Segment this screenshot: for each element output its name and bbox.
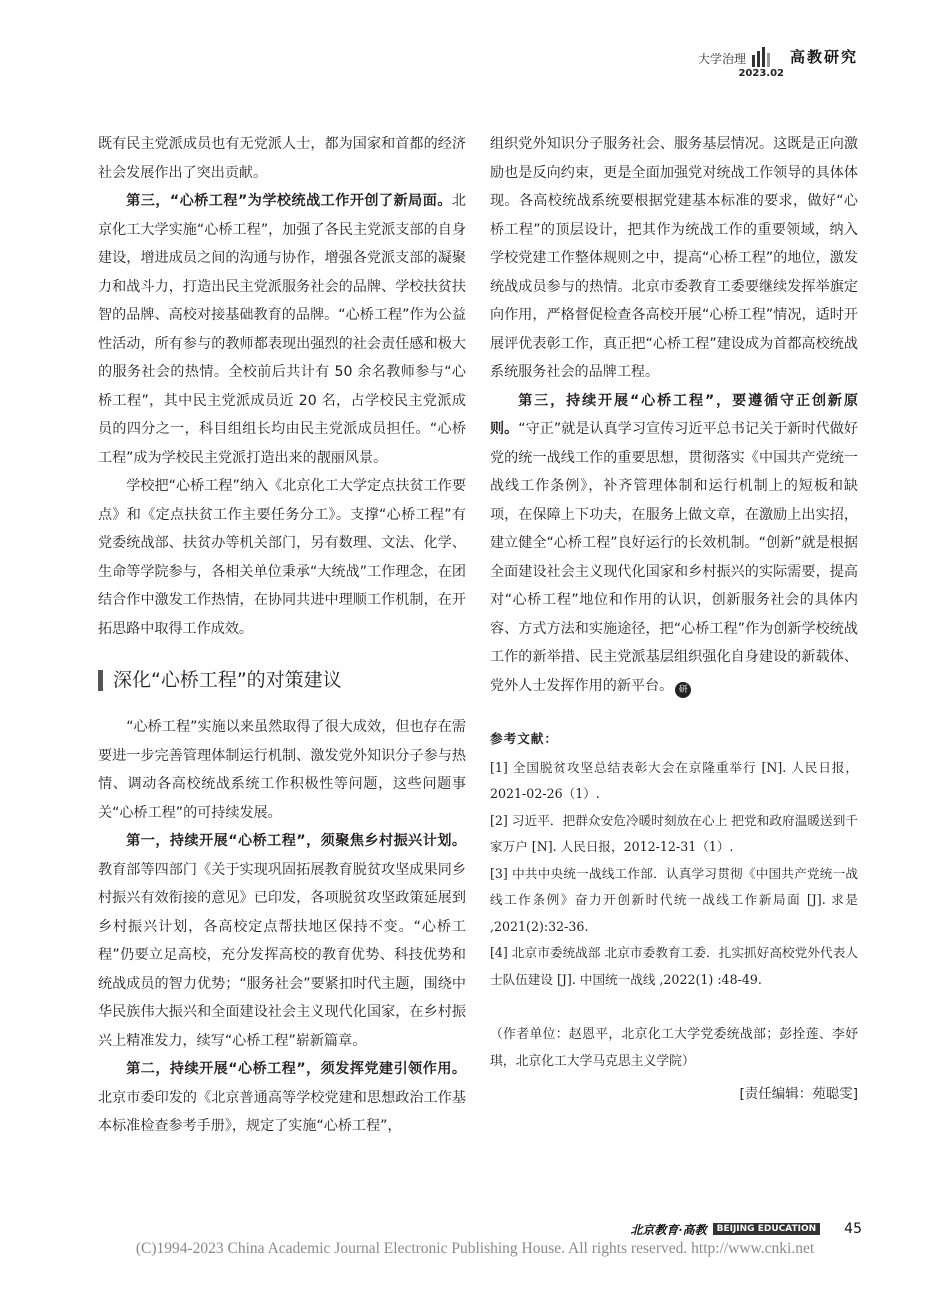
- paragraph-lead: 第三，持续开展“心桥工程”，要遵循守正创新原则。: [490, 392, 858, 437]
- right-column: [490, 130, 858, 1107]
- section-heading-text: 深化“心桥工程”的对策建议: [113, 669, 342, 691]
- paragraph: 既有民主党派成员也有无党派人士，都为国家和首都的经济社会发展作出了突出贡献。: [98, 136, 466, 181]
- left-column: [98, 130, 466, 1141]
- paragraph: [490, 387, 858, 701]
- paragraph: 学校把“心桥工程”纳入《北京化工大学定点扶贫工作要点》和《定点扶贫工作主要任务分工》。支撑“心桥工程”有党委统战部、扶贫办等机关部门，另有数理、文法、化学、生命等学院参与，各相关单位秉承“大统战”工作理念，在团结合作中激发工作热情，在协同共进中理顺工作机制，在开拓思路中取得工作成效。: [98, 478, 466, 637]
- paragraph-lead: 第一，持续开展“心桥工程”，须聚焦乡村振兴计划。: [126, 833, 466, 849]
- reference-item: [1] 全国脱贫攻坚总结表彰大会在京隆重举行 [N]. 人民日报，2021-02-26（1）.: [490, 759, 858, 801]
- paragraph-body: “守正”就是认真学习宣传习近平总书记关于新时代做好党的统一战线工作的重要思想，贯彻落实《中国共产党统一战线工作条例》，补齐管理体制和运行机制上的短板和缺项，在保障上下功夫，在服务上做文章，在激励上出实招，建立健全“心桥工程”良好运行的长效机制。“创新”就是根据全面建设社会主义现代化国家和乡村振兴的实际需要，提高对“心桥工程”地位和作用的认识，创新服务社会的具体内容、方式方法和实施途径，把“心桥工程”作为创新学校统战工作的新举措、民主党派基层组织强化自身建设的新载体、党外人士发挥作用的新平台。: [490, 421, 859, 694]
- heading-bar: [98, 670, 103, 691]
- page-footer: [630, 1218, 862, 1240]
- reference-item: [3] 中共中央统一战线工作部．认真学习贯彻《中国共产党统一战线工作条例》奋力开创新时代统一战线工作新局面 [J]. 求是 ,2021(2):32-36.: [490, 865, 858, 934]
- paragraph-body: 北京市委印发的《北京普通高等学校党建和思想政治工作基本标准检查参考手册》，规定了实施“心桥工程”，: [98, 1089, 466, 1134]
- copyright-notice: (C)1994-2023 China Academic Journal Electronic Publishing House. All rights reserved. http://www.cnki.net: [135, 1240, 815, 1257]
- section-heading: [98, 663, 466, 697]
- paragraph-lead: 第二，持续开展“心桥工程”，须发挥党建引领作用。: [126, 1061, 466, 1077]
- article-end-icon: 研: [675, 682, 691, 698]
- author-affiliation: （作者单位：赵恩平，北京化工大学党委统战部；彭拴莲、李妤琪，北京化工大学马克思主义学院）: [490, 1027, 858, 1069]
- paragraph: [98, 827, 466, 1055]
- paragraph-body: 教育部等四部门《关于实现巩固拓展教育脱贫攻坚成果同乡村振兴有效衔接的意见》已印发，各项脱贫攻坚政策延展到乡村振兴计划，各高校定点帮扶地区保持不变。“心桥工程”仍要立足高校，充分发挥高校的教育优势、科技优势和统战成员的智力优势；“服务社会”要紧扣时代主题，围绕中华民族伟大振兴和全面建设社会主义现代化国家，在乡村振兴上精准发力，续写“心桥工程”崭新篇章。: [98, 861, 466, 1049]
- footer-tag: BEIJING EDUCATION: [713, 1223, 821, 1235]
- paragraph-body: 北京化工大学实施“心桥工程”，加强了各民主党派支部的自身建设，增进成员之间的沟通与协作，增强各党派支部的凝聚力和战斗力，打造出民主党派服务社会的品牌、学校扶贫扶智的品牌、高校对接基础教育的品牌。“心桥工程”作为公益性活动，所有参与的教师都表现出强烈的社会责任感和极大的服务社会的热情。全校前后共计有 50 余名教师参与“心桥工程”，其中民主党派成员近 20 名，占学校民主党派成员的四分之一，科目组组长均由民主党派成员担任。“心桥工程”成为学校民主党派打造出来的靓丽风景。: [98, 193, 466, 466]
- responsible-editor: [责任编辑：苑聪雯]: [739, 1086, 858, 1102]
- paragraph-lead: 第三，“心桥工程”为学校统战工作开创了新局面。: [126, 193, 452, 209]
- reference-item: [2] 习近平．把群众安危冷暖时刻放在心上 把党和政府温暖送到千家万户 [N]. 人民日报，2012-12-31（1）.: [490, 812, 858, 854]
- references-title: 参考文献：: [490, 731, 558, 746]
- paragraph: “心桥工程”实施以来虽然取得了很大成效，但也存在需要进一步完善管理体制运行机制、激发党外知识分子参与热情、调动各高校统战系统工作积极性等问题，这些问题事关“心桥工程”的可持续发展。: [98, 719, 466, 821]
- references: [490, 726, 858, 993]
- page-number: 45: [844, 1221, 862, 1237]
- paragraph: 组织党外知识分子服务社会、服务基层情况。这既是正向激励也是反向约束，更是全面加强党对统战工作领导的具体体现。各高校统战系统要根据党建基本标准的要求，做好“心桥工程”的顶层设计，把其作为统战工作的重要领域，纳入学校党建工作整体规则之中，提高“心桥工程”的地位，激发统战成员参与的热情。北京市委教育工委要继续发挥举旗定向作用，严格督促检查各高校开展“心桥工程”情况，适时开展评优表彰工作，真正把“心桥工程”建设成为首都高校统战系统服务社会的品牌工程。: [490, 136, 858, 380]
- header-section-label: 大学治理: [697, 52, 746, 66]
- header-issue-date: 2023.02: [738, 68, 784, 79]
- paragraph: [98, 187, 466, 472]
- footer-brand: 北京教育·高教: [630, 1222, 707, 1237]
- reference-item: [4] 北京市委统战部 北京市委教育工委．扎实抓好高校党外代表人士队伍建设 [J]. 中国统一战线 ,2022(1) :48-49.: [490, 945, 858, 987]
- header-magazine-title: 高教研究: [789, 48, 858, 66]
- journal-logo-icon: [750, 46, 772, 68]
- paragraph: [98, 1055, 466, 1141]
